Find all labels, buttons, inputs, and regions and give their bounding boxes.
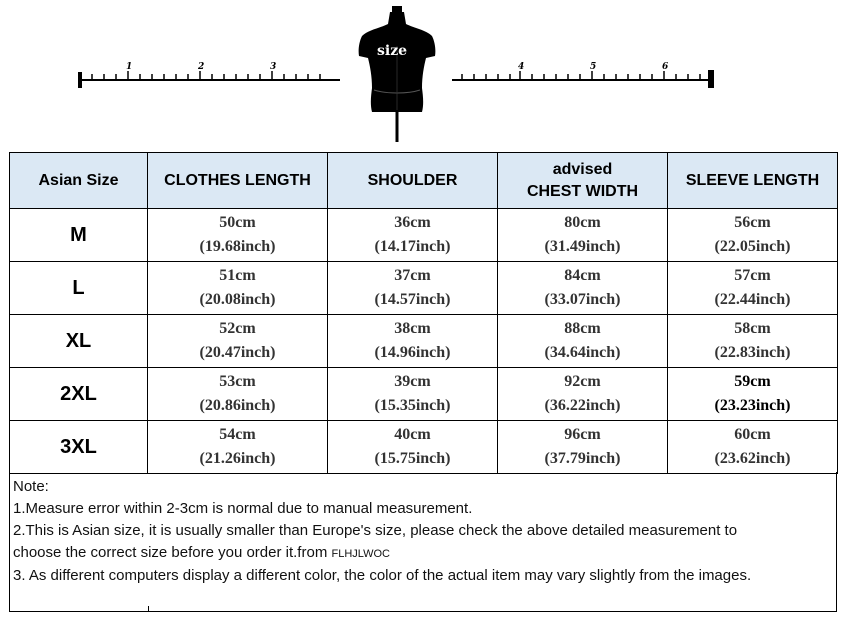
notes-section: [9, 472, 837, 612]
column-header-clothes-length: CLOTHES LENGTH: [148, 153, 328, 209]
chest-width-cell: [498, 209, 668, 262]
table-row: [10, 262, 838, 315]
cm-value: 38cm: [394, 320, 431, 337]
divider-tick: [148, 606, 149, 612]
mannequin-label: size: [377, 43, 408, 59]
mannequin-icon: [356, 6, 438, 144]
inch-value: (23.62inch): [714, 450, 791, 467]
inch-value: (20.86inch): [199, 397, 276, 414]
sleeve-length-cell: [668, 368, 838, 421]
column-header-shoulder: SHOULDER: [328, 153, 498, 209]
column-header-size: Asian Size: [10, 153, 148, 209]
size-label: XL: [10, 315, 148, 368]
note-line-3: 3. As different computers display a different color, the color of the actual item may vary slightly from the images.: [13, 567, 752, 584]
clothes-length-cell: [148, 209, 328, 262]
shoulder-cell: [328, 315, 498, 368]
size-label: 3XL: [10, 421, 148, 474]
cm-value: 58cm: [734, 320, 771, 337]
table-header-row: [10, 153, 838, 209]
clothes-length-cell: [148, 421, 328, 474]
chest-width-cell: [498, 262, 668, 315]
inch-value: (33.07inch): [544, 291, 621, 308]
shoulder-cell: [328, 262, 498, 315]
note-line-2b: [13, 542, 833, 565]
inch-value: (20.08inch): [199, 291, 276, 308]
shoulder-cell: [328, 209, 498, 262]
cm-value: 96cm: [564, 426, 601, 443]
clothes-length-cell: [148, 315, 328, 368]
inch-value: (14.17inch): [374, 238, 451, 255]
inch-value: (20.47inch): [199, 344, 276, 361]
notes-title: Note:: [13, 478, 49, 495]
measuring-ruler-right: [452, 60, 716, 90]
brand-name: FLHJLWOC: [331, 548, 390, 560]
table-row: [10, 421, 838, 474]
note-line-1: 1.Measure error within 2-3cm is normal due to manual measurement.: [13, 500, 473, 517]
shoulder-cell: [328, 368, 498, 421]
cm-value: 88cm: [564, 320, 601, 337]
cm-value: 84cm: [564, 267, 601, 284]
inch-value: (22.44inch): [714, 291, 791, 308]
chest-width-cell: [498, 368, 668, 421]
clothes-length-cell: [148, 368, 328, 421]
ruler-number: 2: [198, 62, 205, 72]
cm-value: 40cm: [394, 426, 431, 443]
ruler-number: 5: [590, 62, 597, 72]
inch-value: (23.23inch): [714, 397, 791, 414]
cm-value: 37cm: [394, 267, 431, 284]
inch-value: (19.68inch): [199, 238, 276, 255]
table-row: [10, 368, 838, 421]
cm-value: 80cm: [564, 214, 601, 231]
sleeve-length-cell: [668, 209, 838, 262]
inch-value: (15.35inch): [374, 397, 451, 414]
cm-value: 92cm: [564, 373, 601, 390]
clothes-length-cell: [148, 262, 328, 315]
inch-value: (34.64inch): [544, 344, 621, 361]
cm-value: 39cm: [394, 373, 431, 390]
size-chart-table: [9, 152, 838, 474]
note-line-2b-text: choose the correct size before you order it.from: [13, 544, 332, 561]
table-row: [10, 209, 838, 262]
ruler-number: 3: [270, 62, 277, 72]
inch-value: (22.05inch): [714, 238, 791, 255]
measuring-ruler-left: [78, 60, 340, 90]
sleeve-length-cell: [668, 262, 838, 315]
inch-value: (14.57inch): [374, 291, 451, 308]
sleeve-length-cell: [668, 315, 838, 368]
note-line-2a: 2.This is Asian size, it is usually smaller than Europe's size, please check the above detailed measurement to: [13, 522, 738, 539]
cm-value: 53cm: [219, 373, 256, 390]
inch-value: (22.83inch): [714, 344, 791, 361]
inch-value: (14.96inch): [374, 344, 451, 361]
column-header-sleeve-length: SLEEVE LENGTH: [668, 153, 838, 209]
chest-width-cell: [498, 421, 668, 474]
size-label: M: [10, 209, 148, 262]
cm-value: 56cm: [734, 214, 771, 231]
cm-value: 57cm: [734, 267, 771, 284]
inch-value: (15.75inch): [374, 450, 451, 467]
ruler-number: 4: [518, 62, 525, 72]
size-label: 2XL: [10, 368, 148, 421]
cm-value: 51cm: [219, 267, 256, 284]
cm-value: 59cm: [734, 373, 771, 390]
cm-value: 54cm: [219, 426, 256, 443]
inch-value: (31.49inch): [544, 238, 621, 255]
inch-value: (21.26inch): [199, 450, 276, 467]
column-header-advised: advised: [552, 160, 613, 178]
cm-value: 36cm: [394, 214, 431, 231]
column-header-chest-width: [498, 153, 668, 209]
table-row: [10, 315, 838, 368]
size-chart-header: [0, 0, 841, 150]
size-label: L: [10, 262, 148, 315]
cm-value: 52cm: [219, 320, 256, 337]
ruler-number: 6: [662, 62, 669, 72]
chest-width-cell: [498, 315, 668, 368]
inch-value: (36.22inch): [544, 397, 621, 414]
column-header-chest-width-label: CHEST WIDTH: [526, 182, 639, 200]
ruler-number: 1: [126, 62, 133, 72]
inch-value: (37.79inch): [544, 450, 621, 467]
sleeve-length-cell: [668, 421, 838, 474]
cm-value: 50cm: [219, 214, 256, 231]
cm-value: 60cm: [734, 426, 771, 443]
shoulder-cell: [328, 421, 498, 474]
